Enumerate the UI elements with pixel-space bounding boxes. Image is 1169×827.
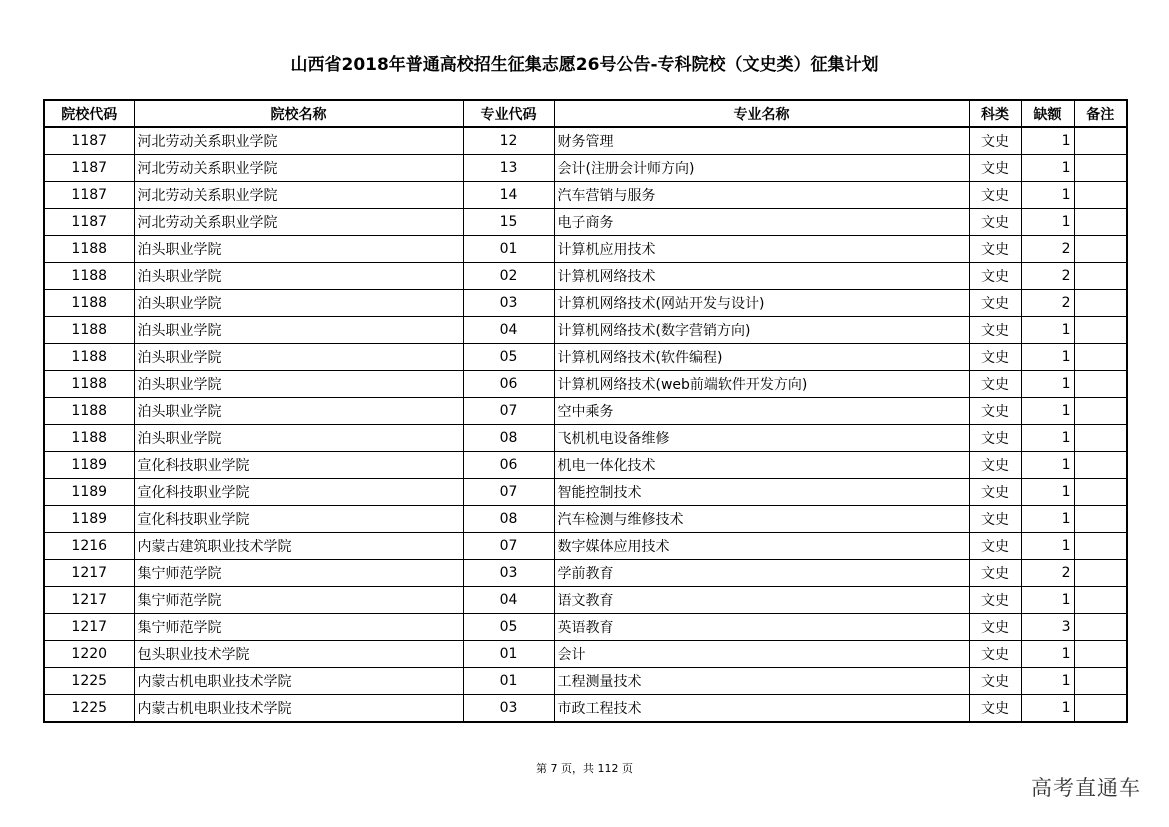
cell-category: 文史 [969, 479, 1021, 506]
cell-category: 文史 [969, 695, 1021, 723]
cell-note [1074, 127, 1127, 155]
cell-note [1074, 398, 1127, 425]
cell-category: 文史 [969, 668, 1021, 695]
cell-school-name: 宣化科技职业学院 [134, 452, 463, 479]
cell-school-name: 泊头职业学院 [134, 263, 463, 290]
cell-vacancy: 1 [1021, 479, 1074, 506]
cell-note [1074, 209, 1127, 236]
cell-vacancy: 1 [1021, 587, 1074, 614]
cell-school-code: 1189 [44, 452, 134, 479]
cell-school-name: 内蒙古建筑职业技术学院 [134, 533, 463, 560]
cell-major-code: 01 [463, 668, 554, 695]
cell-category: 文史 [969, 398, 1021, 425]
header-school-code: 院校代码 [44, 100, 134, 127]
cell-category: 文史 [969, 290, 1021, 317]
cell-category: 文史 [969, 533, 1021, 560]
cell-note [1074, 695, 1127, 723]
cell-major-code: 08 [463, 506, 554, 533]
cell-category: 文史 [969, 344, 1021, 371]
cell-vacancy: 1 [1021, 209, 1074, 236]
cell-major-code: 05 [463, 614, 554, 641]
table-row [44, 236, 1127, 263]
cell-school-code: 1188 [44, 290, 134, 317]
cell-school-name: 集宁师范学院 [134, 587, 463, 614]
cell-school-code: 1189 [44, 506, 134, 533]
cell-major-name: 市政工程技术 [554, 695, 969, 723]
cell-school-code: 1188 [44, 236, 134, 263]
cell-school-code: 1216 [44, 533, 134, 560]
cell-vacancy: 2 [1021, 290, 1074, 317]
cell-major-name: 计算机网络技术(软件编程) [554, 344, 969, 371]
enrollment-plan-table [43, 99, 1128, 723]
cell-major-code: 05 [463, 344, 554, 371]
cell-category: 文史 [969, 452, 1021, 479]
header-school-name: 院校名称 [134, 100, 463, 127]
cell-school-name: 包头职业技术学院 [134, 641, 463, 668]
cell-major-name: 财务管理 [554, 127, 969, 155]
cell-category: 文史 [969, 155, 1021, 182]
header-note: 备注 [1074, 100, 1127, 127]
cell-major-code: 04 [463, 317, 554, 344]
table-row [44, 425, 1127, 452]
cell-vacancy: 1 [1021, 127, 1074, 155]
cell-category: 文史 [969, 506, 1021, 533]
cell-school-name: 内蒙古机电职业技术学院 [134, 695, 463, 723]
cell-vacancy: 1 [1021, 398, 1074, 425]
table-row [44, 155, 1127, 182]
cell-school-name: 集宁师范学院 [134, 614, 463, 641]
table-row [44, 398, 1127, 425]
cell-school-code: 1188 [44, 371, 134, 398]
cell-major-name: 电子商务 [554, 209, 969, 236]
cell-major-code: 14 [463, 182, 554, 209]
table-row [44, 127, 1127, 155]
cell-category: 文史 [969, 614, 1021, 641]
cell-vacancy: 1 [1021, 452, 1074, 479]
cell-vacancy: 1 [1021, 506, 1074, 533]
cell-vacancy: 1 [1021, 155, 1074, 182]
cell-vacancy: 1 [1021, 182, 1074, 209]
cell-vacancy: 1 [1021, 371, 1074, 398]
cell-vacancy: 1 [1021, 344, 1074, 371]
cell-note [1074, 263, 1127, 290]
page-footer: 第 7 页，共 112 页 [536, 762, 633, 775]
cell-vacancy: 1 [1021, 425, 1074, 452]
cell-note [1074, 668, 1127, 695]
table-row [44, 371, 1127, 398]
cell-school-code: 1188 [44, 263, 134, 290]
cell-category: 文史 [969, 127, 1021, 155]
cell-school-code: 1188 [44, 317, 134, 344]
cell-note [1074, 614, 1127, 641]
cell-major-name: 会计(注册会计师方向) [554, 155, 969, 182]
cell-school-name: 泊头职业学院 [134, 236, 463, 263]
cell-note [1074, 425, 1127, 452]
cell-major-name: 学前教育 [554, 560, 969, 587]
table-row [44, 209, 1127, 236]
cell-vacancy: 2 [1021, 560, 1074, 587]
cell-school-name: 泊头职业学院 [134, 344, 463, 371]
cell-note [1074, 371, 1127, 398]
table-row [44, 182, 1127, 209]
cell-note [1074, 452, 1127, 479]
cell-vacancy: 1 [1021, 533, 1074, 560]
table-row [44, 344, 1127, 371]
cell-note [1074, 587, 1127, 614]
table-row [44, 587, 1127, 614]
cell-major-code: 07 [463, 479, 554, 506]
cell-school-code: 1188 [44, 344, 134, 371]
cell-school-code: 1225 [44, 668, 134, 695]
cell-major-code: 03 [463, 695, 554, 723]
cell-school-name: 泊头职业学院 [134, 290, 463, 317]
header-major-name: 专业名称 [554, 100, 969, 127]
header-category: 科类 [969, 100, 1021, 127]
cell-school-name: 河北劳动关系职业学院 [134, 209, 463, 236]
cell-school-name: 河北劳动关系职业学院 [134, 182, 463, 209]
cell-vacancy: 1 [1021, 317, 1074, 344]
cell-major-code: 12 [463, 127, 554, 155]
cell-school-name: 集宁师范学院 [134, 560, 463, 587]
cell-school-code: 1187 [44, 127, 134, 155]
cell-major-name: 智能控制技术 [554, 479, 969, 506]
cell-school-name: 内蒙古机电职业技术学院 [134, 668, 463, 695]
cell-major-code: 13 [463, 155, 554, 182]
cell-major-code: 08 [463, 425, 554, 452]
cell-category: 文史 [969, 263, 1021, 290]
cell-note [1074, 182, 1127, 209]
cell-major-code: 03 [463, 560, 554, 587]
cell-major-name: 汽车检测与维修技术 [554, 506, 969, 533]
table-row [44, 506, 1127, 533]
watermark-logo-text: 高考直通车 [1031, 776, 1141, 800]
page-title: 山西省2018年普通高校招生征集志愿26号公告-专科院校（文史类）征集计划 [290, 55, 879, 75]
cell-major-code: 01 [463, 236, 554, 263]
cell-school-code: 1187 [44, 182, 134, 209]
cell-major-name: 飞机机电设备维修 [554, 425, 969, 452]
cell-major-code: 02 [463, 263, 554, 290]
cell-note [1074, 479, 1127, 506]
cell-category: 文史 [969, 641, 1021, 668]
cell-note [1074, 290, 1127, 317]
cell-note [1074, 533, 1127, 560]
cell-category: 文史 [969, 371, 1021, 398]
table-row [44, 641, 1127, 668]
cell-major-name: 空中乘务 [554, 398, 969, 425]
cell-school-name: 河北劳动关系职业学院 [134, 127, 463, 155]
cell-major-name: 计算机网络技术(web前端软件开发方向) [554, 371, 969, 398]
cell-major-code: 04 [463, 587, 554, 614]
table-row [44, 479, 1127, 506]
cell-category: 文史 [969, 209, 1021, 236]
cell-major-name: 计算机应用技术 [554, 236, 969, 263]
cell-note [1074, 506, 1127, 533]
cell-major-name: 计算机网络技术 [554, 263, 969, 290]
cell-vacancy: 2 [1021, 263, 1074, 290]
cell-note [1074, 560, 1127, 587]
cell-school-code: 1217 [44, 560, 134, 587]
cell-major-code: 07 [463, 398, 554, 425]
cell-school-code: 1225 [44, 695, 134, 723]
cell-category: 文史 [969, 236, 1021, 263]
cell-note [1074, 317, 1127, 344]
cell-major-code: 07 [463, 533, 554, 560]
cell-school-name: 河北劳动关系职业学院 [134, 155, 463, 182]
cell-vacancy: 3 [1021, 614, 1074, 641]
cell-school-name: 宣化科技职业学院 [134, 479, 463, 506]
cell-note [1074, 641, 1127, 668]
header-major-code: 专业代码 [463, 100, 554, 127]
cell-school-name: 泊头职业学院 [134, 371, 463, 398]
cell-category: 文史 [969, 587, 1021, 614]
cell-school-name: 泊头职业学院 [134, 317, 463, 344]
cell-category: 文史 [969, 317, 1021, 344]
cell-category: 文史 [969, 425, 1021, 452]
cell-school-name: 泊头职业学院 [134, 398, 463, 425]
cell-major-code: 06 [463, 371, 554, 398]
cell-note [1074, 344, 1127, 371]
cell-major-code: 15 [463, 209, 554, 236]
table-row [44, 290, 1127, 317]
cell-school-code: 1188 [44, 398, 134, 425]
cell-major-code: 01 [463, 641, 554, 668]
cell-vacancy: 1 [1021, 641, 1074, 668]
cell-major-name: 计算机网络技术(数字营销方向) [554, 317, 969, 344]
cell-school-code: 1189 [44, 479, 134, 506]
cell-school-code: 1188 [44, 425, 134, 452]
table-row [44, 263, 1127, 290]
table-row [44, 317, 1127, 344]
cell-major-name: 机电一体化技术 [554, 452, 969, 479]
table-row [44, 695, 1127, 723]
cell-vacancy: 1 [1021, 668, 1074, 695]
cell-note [1074, 236, 1127, 263]
cell-vacancy: 1 [1021, 695, 1074, 723]
table-header-row [44, 100, 1127, 127]
cell-category: 文史 [969, 182, 1021, 209]
table-row [44, 560, 1127, 587]
cell-school-code: 1187 [44, 155, 134, 182]
cell-major-code: 06 [463, 452, 554, 479]
table-row [44, 533, 1127, 560]
cell-school-name: 宣化科技职业学院 [134, 506, 463, 533]
cell-category: 文史 [969, 560, 1021, 587]
cell-school-name: 泊头职业学院 [134, 425, 463, 452]
cell-major-name: 会计 [554, 641, 969, 668]
cell-major-name: 数字媒体应用技术 [554, 533, 969, 560]
table-row [44, 614, 1127, 641]
header-vacancy: 缺额 [1021, 100, 1074, 127]
cell-vacancy: 2 [1021, 236, 1074, 263]
table-row [44, 452, 1127, 479]
cell-school-code: 1220 [44, 641, 134, 668]
cell-major-name: 语文教育 [554, 587, 969, 614]
cell-school-code: 1217 [44, 614, 134, 641]
cell-major-name: 英语教育 [554, 614, 969, 641]
cell-school-code: 1217 [44, 587, 134, 614]
cell-major-name: 工程测量技术 [554, 668, 969, 695]
table-row [44, 668, 1127, 695]
cell-major-name: 汽车营销与服务 [554, 182, 969, 209]
cell-major-code: 03 [463, 290, 554, 317]
cell-major-name: 计算机网络技术(网站开发与设计) [554, 290, 969, 317]
cell-note [1074, 155, 1127, 182]
cell-school-code: 1187 [44, 209, 134, 236]
